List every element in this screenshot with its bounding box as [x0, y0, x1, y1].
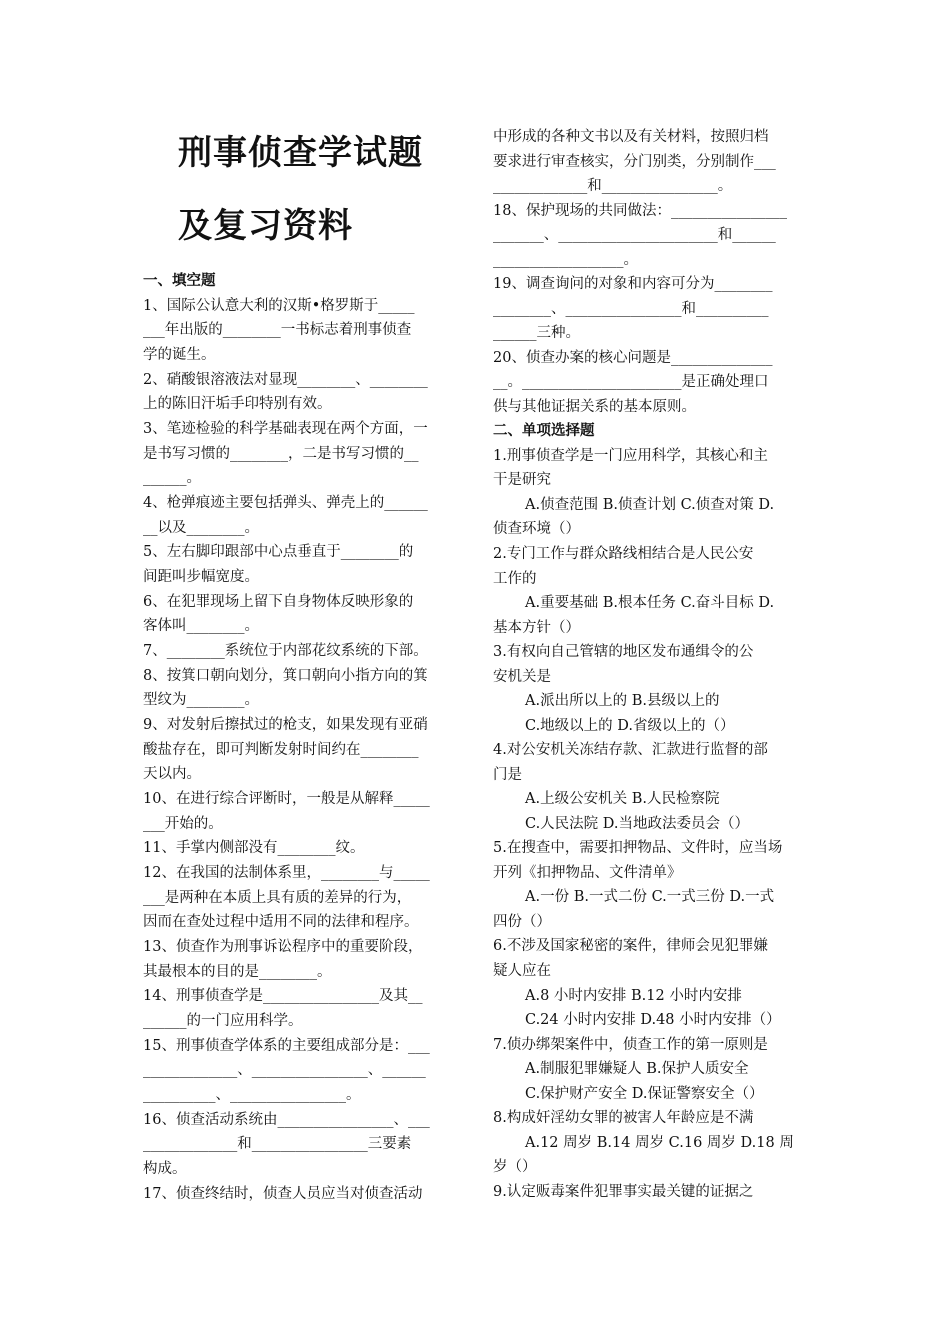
text-line: 6、在犯罪现场上留下自身物体反映形象的 [143, 593, 414, 610]
text-line: _____________和________________三要素 [143, 1136, 412, 1153]
text-line: 1.刑事侦查学是一门应用科学，其核心和主 [493, 447, 768, 464]
text-line: 基本方针（） [493, 619, 580, 636]
text-line: 中形成的各种文书以及有关材料，按照归档 [493, 129, 769, 145]
text-line: 学的诞生。 [143, 347, 216, 363]
text-line: 其最根本的目的是________。 [143, 963, 332, 980]
text-line: A.上级公安机关 B.人民检察院 [525, 791, 720, 808]
text-line: 天以内。 [143, 766, 201, 783]
text-line: 2、硝酸银溶液法对显现________、________ [143, 371, 428, 388]
text-line: C.地级以上的 D.省级以上的（） [525, 717, 735, 734]
text-line: 供与其他证据关系的基本原则。 [493, 398, 696, 415]
text-line: 安机关是 [493, 668, 551, 685]
text-line: C.24 小时内安排 D.48 小时内安排（） [525, 1012, 781, 1029]
text-line: 酸盐存在，即可判断发射时间约在________ [143, 741, 419, 758]
text-line: 开列《扣押物品、文件清单》 [493, 864, 682, 881]
text-line: 11、手掌内侧部没有________纹。 [143, 840, 365, 857]
text-line: 19、调查询问的对象和内容可分为________ [493, 276, 773, 293]
text-line: 因而在查处过程中适用不同的法律和程序。 [143, 914, 419, 931]
text-line: 9.认定贩毒案件犯罪事实最关键的证据之 [493, 1183, 754, 1200]
text-line: 14、刑事侦查学是________________及其__ [143, 988, 423, 1005]
text-line: __以及________。 [143, 519, 259, 536]
section-heading: 二、单项选择题 [493, 423, 595, 440]
text-line: 6.不涉及国家秘密的案件，律师会见犯罪嫌 [493, 938, 768, 955]
text-line: 8.构成奸淫幼女罪的被害人年龄应是不满 [493, 1110, 754, 1127]
text-line: 16、侦查活动系统由________________、___ [143, 1111, 430, 1128]
section-heading: 一、填空题 [143, 273, 216, 289]
text-line: 18、保护现场的共同做法：________________ [493, 202, 787, 219]
text-line: 4.对公安机关冻结存款、汇款进行监督的部 [493, 742, 768, 759]
text-line: ___开始的。 [143, 815, 223, 832]
text-line: 侦查环境（） [493, 521, 580, 538]
text-line: A.一份 B.一式二份 C.一式三份 D.一式 [525, 889, 775, 906]
text-line: A.12 周岁 B.14 周岁 C.16 周岁 D.18 周 [525, 1134, 794, 1151]
text-line: ______三种。 [493, 325, 580, 342]
text-line: 10、在进行综合评断时，一般是从解释_____ [143, 791, 430, 808]
text-line: 构成。 [143, 1161, 187, 1178]
text-line: 疑人应在 [493, 963, 551, 980]
text-line: _______、______________________和______ [493, 227, 776, 244]
text-line: 门是 [493, 766, 522, 783]
text-line: 岁（） [493, 1159, 537, 1176]
text-line: ______。 [143, 470, 201, 487]
text-line: __。______________________是正确处理口 [493, 374, 769, 391]
text-line: 5.在搜查中，需要扣押物品、文件时，应当场 [493, 840, 783, 857]
text-line: 客体叫________。 [143, 618, 259, 635]
text-line: 13、侦查作为刑事诉讼程序中的重要阶段， [143, 939, 423, 956]
text-line: 要求进行审查核实，分门别类，分别制作___ [493, 153, 776, 170]
text-line: 20、侦查办案的核心问题是______________ [493, 349, 773, 366]
text-line: C.人民法院 D.当地政法委员会（） [525, 815, 750, 832]
text-line: ___是两种在本质上具有质的差异的行为， [143, 889, 412, 906]
text-line: __________、________________。 [143, 1087, 361, 1104]
text-line: 工作的 [493, 570, 537, 587]
text-line: ______的一门应用科学。 [143, 1013, 303, 1030]
text-line: 8、按箕口朝向划分，箕口朝向小指方向的箕 [143, 667, 428, 684]
text-line: 4、枪弹痕迹主要包括弹头、弹壳上的______ [143, 495, 428, 512]
text-line: 3.有权向自己管辖的地区发布通缉令的公 [493, 644, 754, 661]
text-line: _____________和________________。 [493, 178, 733, 195]
text-line: A.重要基础 B.根本任务 C.奋斗目标 D. [525, 595, 775, 612]
text-line: 四份（） [493, 913, 551, 930]
text-line: 17、侦查终结时，侦查人员应当对侦查活动 [143, 1185, 423, 1202]
text-line: ___年出版的________一书标志着刑事侦查 [143, 322, 412, 339]
text-line: 是书写习惯的________，二是书写习惯的__ [143, 445, 419, 462]
text-line: A.制服犯罪嫌疑人 B.保护人质安全 [525, 1061, 749, 1078]
document-title-line1: 刑事侦查学试题 [178, 133, 423, 173]
text-line: 3、笔迹检验的科学基础表现在两个方面，一 [143, 421, 428, 438]
text-line: 7、________系统位于内部花纹系统的下部。 [143, 643, 428, 660]
document-title-line2: 及复习资料 [178, 206, 353, 246]
text-line: A.派出所以上的 B.县级以上的 [525, 693, 720, 710]
text-line: A.侦查范围 B.侦查计划 C.侦查对策 D. [525, 496, 775, 513]
text-line: 12、在我国的法制体系里，________与_____ [143, 865, 430, 882]
text-line: __________________。 [493, 251, 638, 268]
text-line: 15、刑事侦查学体系的主要组成部分是：___ [143, 1037, 430, 1054]
text-line: 上的陈旧汗垢手印特别有效。 [143, 396, 332, 413]
text-line: 2.专门工作与群众路线相结合是人民公安 [493, 546, 754, 562]
text-line: A.8 小时内安排 B.12 小时内安排 [525, 987, 742, 1004]
text-line: ________、________________和__________ [493, 300, 769, 317]
text-line: C.保护财产安全 D.保证警察安全（） [525, 1085, 764, 1102]
text-line: 间距叫步幅宽度。 [143, 569, 259, 586]
text-line: 型纹为________。 [143, 692, 259, 709]
text-line: 5、左右脚印跟部中心点垂直于________的 [143, 544, 414, 561]
text-line: 9、对发射后擦拭过的枪支，如果发现有亚硝 [143, 717, 428, 734]
text-line: _____________、________________、______ [143, 1062, 426, 1079]
text-line: 干是研究 [493, 472, 551, 489]
text-line: 7.侦办绑架案件中，侦查工作的第一原则是 [493, 1036, 768, 1053]
text-line: 1、国际公认意大利的汉斯•格罗斯于_____ [143, 297, 415, 314]
